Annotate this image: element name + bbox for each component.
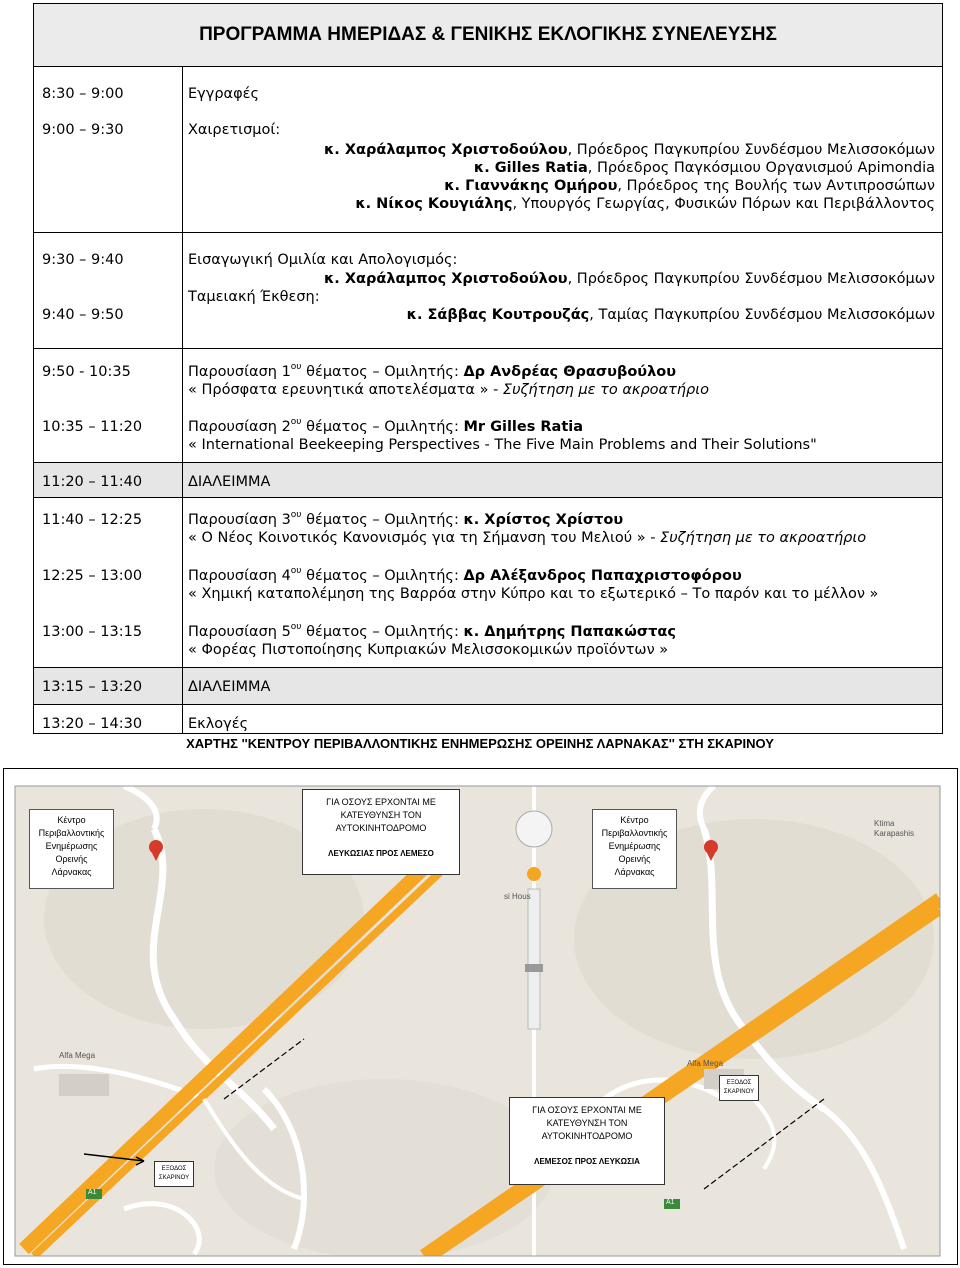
direction-box-line: ΑΥΤΟΚΙΝΗΤΟΔΡΟΜΟ bbox=[335, 823, 427, 833]
exit-label-line: ΣΚΑΡΙΝΟΥ bbox=[723, 1089, 755, 1095]
event-text: Χαιρετισμοί: bbox=[188, 122, 281, 138]
place-label-alfa-mega: Alfa Mega bbox=[687, 1059, 724, 1068]
place-label-alfa-mega: Alfa Mega bbox=[59, 1051, 96, 1060]
center-label-line: Ενημέρωσης bbox=[608, 841, 661, 851]
column-divider bbox=[182, 462, 183, 497]
program-title-box bbox=[33, 3, 943, 67]
event-text: Εκλογές bbox=[188, 716, 249, 732]
speaker-line: κ. Σάββας Κουτρουζάς, Ταμίας Παγκυπρίου Συνδέσμου Μελισσοκόμων bbox=[406, 307, 935, 323]
direction-box-nicosia-limassol bbox=[302, 789, 460, 875]
exit-label bbox=[719, 1075, 759, 1101]
road-label-a1: A1 bbox=[88, 1189, 97, 1196]
direction-box-heading: ΛΕΜΕΣΟΣ ΠΡΟΣ ΛΕΥΚΩΣΙΑ bbox=[534, 1157, 640, 1166]
presentation-line: Παρουσίαση $3^{o\upsilon}$ θέματος – Ομιλητής: κ. Χρίστος Χρίστου bbox=[188, 510, 624, 528]
break-row-shade bbox=[34, 667, 942, 704]
time-cell: 9:00 – 9:30 bbox=[42, 122, 124, 138]
topic-line: « Χημική καταπολέμηση της Βαρρόα στην Κύπρο και το εξωτερικό – Το παρόν και το μέλλον » bbox=[188, 586, 879, 602]
zoom-slider bbox=[528, 889, 540, 1029]
break-label: ΔΙΑΛΕΙΜΜΑ bbox=[188, 474, 271, 490]
terrain bbox=[214, 1079, 554, 1259]
direction-box-line: ΓΙΑ ΟΣΟΥΣ ΕΡΧΟΝΤΑΙ ΜΕ bbox=[326, 797, 436, 807]
presentation-line: Παρουσίαση $4^{o\upsilon}$ θέματος – Ομιλητής: Δρ Αλέξανδρος Παπαχριστοφόρου bbox=[188, 566, 742, 584]
center-label-line: Λάρνακας bbox=[614, 867, 655, 877]
center-label-box bbox=[592, 809, 677, 889]
event-text: Εισαγωγική Ομιλία και Απολογισμός: bbox=[188, 252, 458, 268]
pan-control-icon bbox=[516, 811, 552, 847]
topic-line: « Φορέας Πιστοποίησης Κυπριακών Μελισσοκομικών προϊόντων » bbox=[188, 642, 669, 658]
speaker-line: κ. Χαράλαμπος Χριστοδούλου, Πρόεδρος Παγκυπρίου Συνδέσμου Μελισσοκόμων bbox=[323, 271, 935, 287]
time-cell: 13:20 – 14:30 bbox=[42, 716, 143, 732]
center-label-line: Περιβαλλοντικής bbox=[38, 828, 105, 838]
time-cell: 13:00 – 13:15 bbox=[42, 624, 143, 640]
pegman-icon bbox=[527, 867, 541, 881]
direction-box-line: ΑΥΤΟΚΙΝΗΤΟΔΡΟΜΟ bbox=[541, 1131, 633, 1141]
place-label-line: Karapashis bbox=[874, 829, 915, 838]
presentation-line: Παρουσίαση $1^{o\upsilon}$ θέματος – Ομιλητής: Δρ Ανδρέας Θρασυβούλου bbox=[188, 362, 677, 380]
exit-label-line: ΣΚΑΡΙΝΟΥ bbox=[158, 1175, 190, 1181]
place-label-si-hous: si Hous bbox=[504, 892, 531, 901]
time-cell: 9:30 – 9:40 bbox=[42, 252, 124, 268]
location-map bbox=[4, 769, 957, 1264]
topic-line: « International Beekeeping Perspectives - The Five Main Problems and Their Solutions" bbox=[188, 437, 817, 453]
time-cell: 8:30 – 9:00 bbox=[42, 86, 124, 102]
topic-line: « Ο Νέος Κοινοτικός Κανονισμός για τη Σήμανση του Μελιού » - Συζήτηση με το ακροατήριο bbox=[188, 530, 867, 546]
place-label-line: Ktima bbox=[874, 819, 895, 828]
row-line bbox=[33, 462, 943, 463]
road-label-a1: A1 bbox=[666, 1199, 675, 1206]
row-line bbox=[33, 348, 943, 349]
presentation-line: Παρουσίαση $2^{o\upsilon}$ θέματος – Ομιλητής: Mr Gilles Ratia bbox=[188, 417, 584, 435]
direction-box-line: ΚΑΤΕΥΘΥΝΣΗ ΤΟΝ bbox=[546, 1118, 628, 1128]
presentation-line: Παρουσίαση $5^{o\upsilon}$ θέματος – Ομιλητής: κ. Δημήτρης Παπακώστας bbox=[188, 622, 676, 640]
program-title: ΠΡΟΓΡΑΜΜΑ ΗΜΕΡΙΔΑΣ & ΓΕΝΙΚΗΣ ΕΚΛΟΓΙΚΗΣ ΣΥΝΕΛΕΥΣΗΣ bbox=[199, 24, 777, 45]
zoom-handle bbox=[525, 964, 543, 972]
map-title: ΧΑΡΤΗΣ ''ΚΕΝΤΡΟΥ ΠΕΡΙΒΑΛΛΟΝΤΙΚΗΣ ΕΝΗΜΕΡΩΣΗΣ ΟΡΕΙΝΗΣ ΛΑΡΝΑΚΑΣ'' ΣΤΗ ΣΚΑΡΙΝΟΥ bbox=[186, 736, 774, 751]
exit-label-line: ΕΞΟΔΟΣ bbox=[726, 1080, 752, 1086]
row-line bbox=[33, 667, 943, 668]
time-cell: 13:15 – 13:20 bbox=[42, 679, 143, 695]
time-cell: 10:35 – 11:20 bbox=[42, 419, 143, 435]
time-cell: 9:40 – 9:50 bbox=[42, 307, 124, 323]
center-label-line: Λάρνακας bbox=[51, 867, 92, 877]
time-cell: 9:50 - 10:35 bbox=[42, 364, 131, 380]
center-label-line: Ενημέρωσης bbox=[45, 841, 98, 851]
direction-box-limassol-nicosia bbox=[509, 1097, 665, 1185]
topic-line: « Πρόσφατα ερευνητικά αποτελέσματα » - Συζήτηση με το ακροατήριο bbox=[188, 382, 709, 398]
row-line bbox=[33, 232, 943, 233]
exit-label-line: ΕΞΟΔΟΣ bbox=[161, 1166, 187, 1172]
center-label-line: Κέντρο bbox=[57, 815, 86, 825]
row-line bbox=[33, 704, 943, 705]
center-label-line: Ορεινής bbox=[618, 854, 651, 864]
event-text: Ταμειακή Έκθεση: bbox=[188, 289, 320, 305]
center-label-line: Περιβαλλοντικής bbox=[601, 828, 668, 838]
break-row-shade bbox=[34, 462, 942, 497]
direction-box-heading: ΛΕΥΚΩΣΙΑΣ ΠΡΟΣ ΛΕΜΕΣΟ bbox=[328, 849, 434, 858]
break-label: ΔΙΑΛΕΙΜΜΑ bbox=[188, 679, 271, 695]
row-line bbox=[33, 497, 943, 498]
column-divider bbox=[182, 667, 183, 704]
greeting-line: κ. Χαράλαμπος Χριστοδούλου, Πρόεδρος Παγκυπρίου Συνδέσμου Μελισσοκόμων bbox=[323, 142, 935, 158]
greeting-line: κ. Gilles Ratia, Πρόεδρος Παγκόσμιου Οργανισμού Apimondia bbox=[473, 160, 935, 176]
event-text: Εγγραφές bbox=[188, 86, 259, 102]
map-frame bbox=[3, 768, 958, 1265]
time-cell: 11:40 – 12:25 bbox=[42, 512, 143, 528]
center-label-line: Ορεινής bbox=[55, 854, 88, 864]
building bbox=[59, 1074, 109, 1096]
greeting-line: κ. Νίκος Κουγιάλης, Υπουργός Γεωργίας, Φυσικών Πόρων και Περιβάλλοντος bbox=[355, 196, 935, 212]
direction-box-line: ΚΑΤΕΥΘΥΝΣΗ ΤΟΝ bbox=[340, 810, 422, 820]
time-cell: 11:20 – 11:40 bbox=[42, 474, 143, 490]
center-label-line: Κέντρο bbox=[620, 815, 649, 825]
column-divider bbox=[182, 66, 183, 734]
greeting-line: κ. Γιαννάκης Ομήρου, Πρόεδρος της Βουλής των Αντιπροσώπων bbox=[444, 178, 935, 194]
direction-box-line: ΓΙΑ ΟΣΟΥΣ ΕΡΧΟΝΤΑΙ ΜΕ bbox=[532, 1105, 642, 1115]
place-label-ktima bbox=[874, 819, 914, 839]
exit-label bbox=[154, 1161, 194, 1187]
center-label-box bbox=[29, 809, 114, 889]
time-cell: 12:25 – 13:00 bbox=[42, 568, 143, 584]
